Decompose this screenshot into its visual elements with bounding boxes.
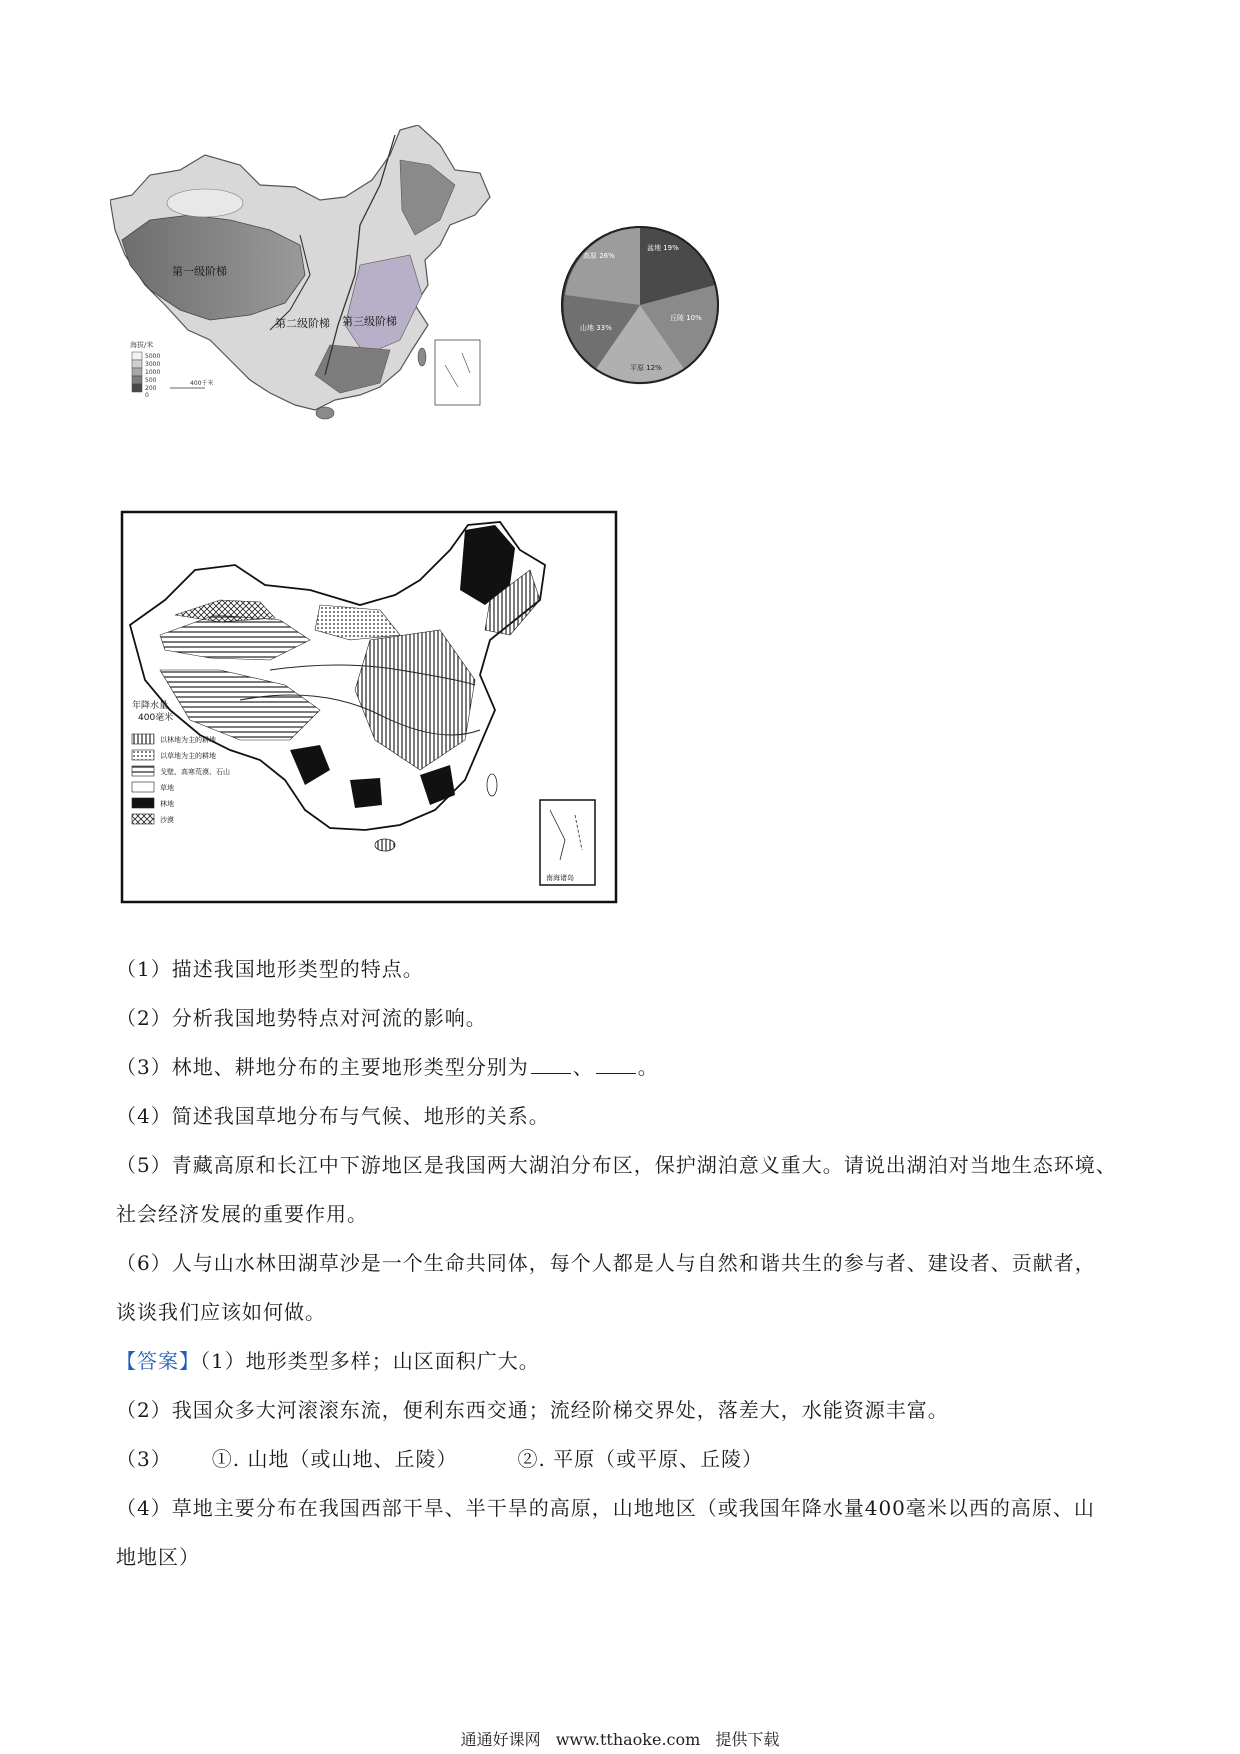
svg-text:沙漠: 沙漠 (160, 816, 174, 824)
answer-4-line-2: 地地区） (116, 1545, 200, 1569)
photo-label-hills: 丘陵 10% (670, 314, 702, 322)
answer-blank-2 (596, 1055, 636, 1074)
footer-suffix: 提供下载 (715, 1730, 780, 1749)
photo-label-basin: 盆地 19% (647, 244, 679, 252)
legend-title: 海拔/米 (130, 341, 154, 349)
svg-text:戈壁、高寒荒漠、石山: 戈壁、高寒荒漠、石山 (160, 768, 230, 776)
rainfall-label-1: 年降水量 (132, 701, 169, 711)
answer-blank-1 (531, 1055, 571, 1074)
question-5-line-2: 社会经济发展的重要作用。 (116, 1202, 368, 1226)
question-4: （4）简述我国草地分布与气候、地形的关系。 (116, 1104, 550, 1128)
label-second-ladder: 第二级阶梯 (275, 317, 330, 330)
svg-text:以林地为主的耕地: 以林地为主的耕地 (160, 736, 216, 744)
question-3: （3）林地、耕地分布的主要地形类型分别为 、 。 (116, 1055, 659, 1079)
svg-text:0: 0 (145, 392, 149, 399)
label-third-ladder: 第三级阶梯 (342, 315, 397, 328)
answer-3: （3） ①. 山地（或山地、丘陵） ②. 平原（或平原、丘陵） (116, 1447, 764, 1471)
answer-tag: 【答案】 (116, 1349, 200, 1373)
scale-label: 400千米 (190, 380, 214, 387)
land-use-map-figure (120, 510, 620, 905)
answer-1: 【答案】（1）地形类型多样；山区面积广大。 (116, 1349, 540, 1373)
svg-text:500: 500 (145, 377, 157, 384)
photo-label-plain: 平原 12% (630, 364, 662, 372)
question-1: （1）描述我国地形类型的特点。 (116, 957, 424, 981)
footer-site-name: 通通好课网 (460, 1730, 541, 1749)
svg-text:草地: 草地 (160, 784, 174, 792)
answer-2: （2）我国众多大河滚滚东流，便利东西交通；流经阶梯交界处，落差大，水能资源丰富。 (116, 1398, 949, 1422)
terrain-types-photo-inset (555, 220, 725, 390)
footer-url[interactable]: www.tthaoke.com (555, 1730, 701, 1749)
inset-label: 南海诸岛 (546, 874, 574, 882)
page-footer (0, 1727, 1240, 1750)
question-5-line-1: （5）青藏高原和长江中下游地区是我国两大湖泊分布区，保护湖泊意义重大。请说出湖泊对当地生态环境、 (116, 1153, 1117, 1177)
tarim-basin (167, 189, 243, 217)
label-first-ladder: 第一级阶梯 (172, 265, 227, 278)
question-6-line-1: （6）人与山水林田湖草沙是一个生命共同体，每个人都是人与自然和谐共生的参与者、建设者、贡献者， (116, 1251, 1096, 1275)
svg-text:5000: 5000 (145, 353, 161, 360)
svg-text:1000: 1000 (145, 369, 161, 376)
svg-text:林地: 林地 (160, 800, 174, 808)
photo-label-plateau: 高原 26% (583, 252, 615, 260)
question-6-line-2: 谈谈我们应该如何做。 (116, 1300, 326, 1324)
rainfall-label-2: 400毫米 (138, 713, 174, 723)
answer-4-line-1: （4）草地主要分布在我国西部干旱、半干旱的高原，山地地区（或我国年降水量400毫米以西的高原、山 (116, 1496, 1095, 1520)
svg-text:200: 200 (145, 385, 157, 392)
photo-label-mountains: 山地 33% (580, 324, 612, 332)
question-2: （2）分析我国地势特点对河流的影响。 (116, 1006, 487, 1030)
terrain-map-figure (110, 125, 540, 455)
svg-text:以草地为主的耕地: 以草地为主的耕地 (160, 752, 216, 760)
svg-text:3000: 3000 (145, 361, 161, 368)
